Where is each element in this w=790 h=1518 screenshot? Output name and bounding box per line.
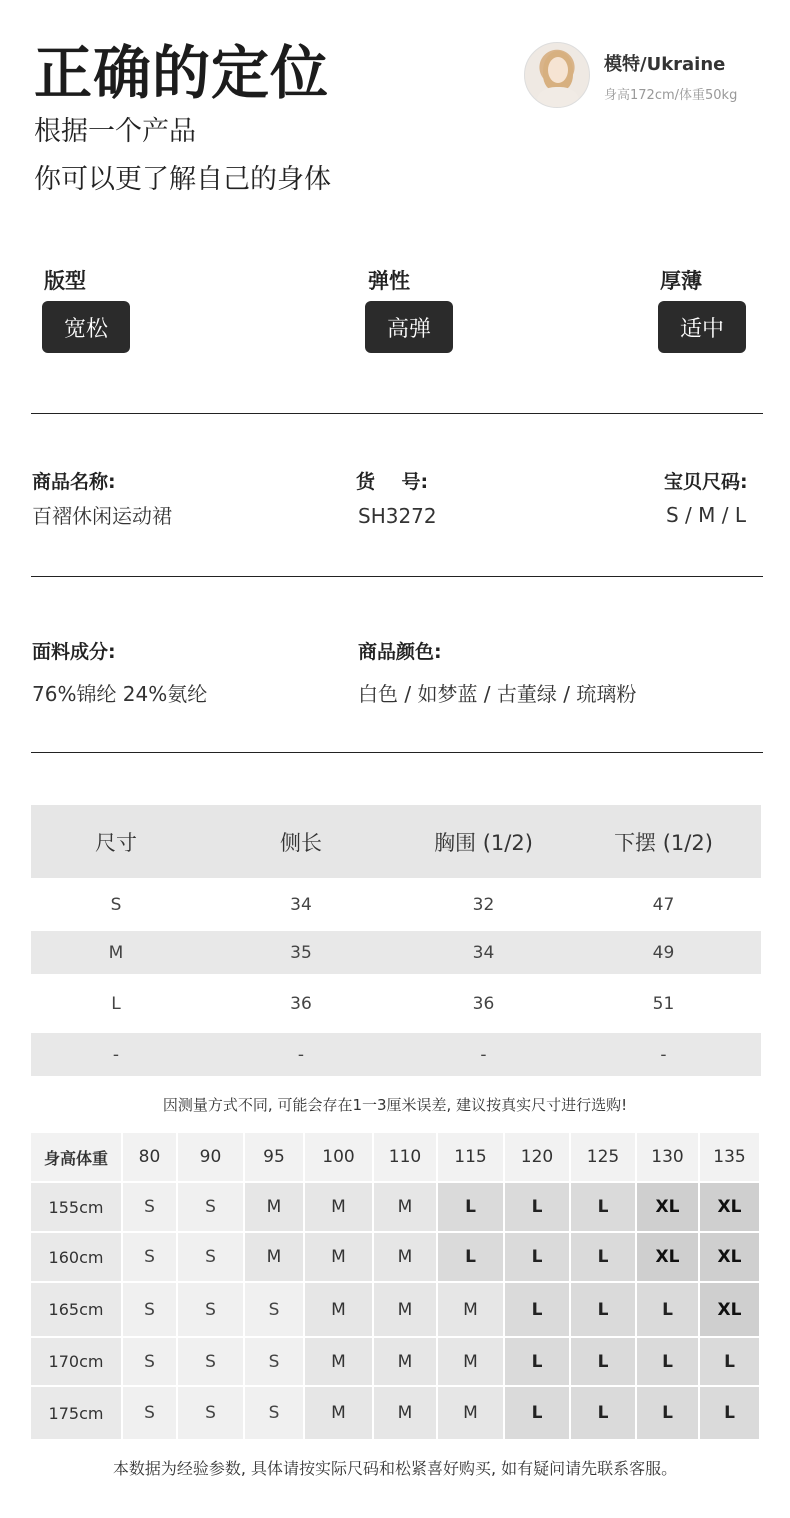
size-cell: 34	[472, 942, 495, 963]
height-label-cell: 175cm	[31, 1387, 123, 1441]
recommended-size-cell: L	[438, 1233, 505, 1283]
weight-header-cell: 125	[571, 1133, 637, 1183]
recommended-size-cell: L	[700, 1387, 761, 1441]
recommended-size-cell: S	[178, 1233, 245, 1283]
table-row	[31, 931, 761, 974]
size-cell: L	[111, 993, 121, 1014]
recommended-size-cell: M	[438, 1283, 505, 1338]
recommended-size-cell: L	[637, 1387, 700, 1441]
size-cell: -	[660, 1044, 667, 1065]
height-label-cell: 160cm	[31, 1233, 123, 1283]
model-name: 模特/Ukraine	[604, 54, 726, 75]
recommended-size-cell: L	[571, 1183, 637, 1233]
recommended-size-cell: M	[305, 1338, 374, 1387]
recommended-size-cell: S	[245, 1283, 305, 1338]
recommended-size-cell: L	[571, 1338, 637, 1387]
size-cell: 35	[290, 942, 312, 963]
recommended-size-cell: S	[123, 1183, 178, 1233]
recommended-size-cell: L	[505, 1283, 571, 1338]
recommended-size-cell: S	[178, 1183, 245, 1233]
divider	[31, 752, 763, 753]
size-cell: 49	[652, 942, 675, 963]
weight-header-cell: 100	[305, 1133, 374, 1183]
size-cell: -	[297, 1044, 305, 1065]
table-row	[31, 1338, 761, 1387]
size-header-cell: 胸围 (1/2)	[434, 830, 533, 855]
recommended-size-cell: L	[637, 1338, 700, 1387]
model-stats: 身高172cm/体重50kg	[604, 88, 738, 103]
recommended-size-cell: M	[374, 1233, 438, 1283]
recommended-size-cell: S	[123, 1387, 178, 1441]
size-cell: 36	[472, 993, 495, 1014]
product-name-label: 商品名称:	[32, 471, 116, 493]
recommended-size-cell: L	[438, 1183, 505, 1233]
size-cell: S	[110, 894, 122, 915]
size-table-header	[31, 805, 761, 878]
color-label: 商品颜色:	[358, 641, 442, 663]
recommended-size-cell: M	[374, 1338, 438, 1387]
recommended-size-cell: S	[123, 1233, 178, 1283]
table-row	[31, 1183, 761, 1233]
recommended-size-cell: M	[374, 1387, 438, 1441]
recommended-size-cell: S	[178, 1283, 245, 1338]
size-recommendation-table	[31, 1133, 761, 1441]
recommended-size-cell: L	[571, 1387, 637, 1441]
weight-header-cell: 95	[245, 1133, 305, 1183]
recommended-size-cell: XL	[700, 1283, 761, 1338]
attr-elastic-badge: 高弹	[365, 301, 453, 353]
fabric-label: 面料成分:	[32, 641, 116, 663]
size-cell: -	[112, 1044, 120, 1065]
page-title: 正确的定位	[34, 39, 330, 107]
table-row	[31, 878, 761, 931]
size-cell: 36	[290, 993, 312, 1014]
size-cell: 51	[652, 993, 675, 1014]
size-table	[31, 805, 761, 1076]
weight-header-cell: 135	[700, 1133, 761, 1183]
recommended-size-cell: M	[374, 1283, 438, 1338]
recommended-size-cell: S	[245, 1338, 305, 1387]
size-cell: 47	[652, 894, 675, 915]
fabric-value: 76%锦纶 24%氨纶	[32, 682, 208, 706]
recommended-size-cell: L	[505, 1387, 571, 1441]
recommended-size-cell: L	[637, 1283, 700, 1338]
height-label-cell: 155cm	[31, 1183, 123, 1233]
height-label-cell: 170cm	[31, 1338, 123, 1387]
recommended-size-cell: XL	[637, 1233, 700, 1283]
recommended-size-cell: S	[123, 1338, 178, 1387]
table-row	[31, 1233, 761, 1283]
table-row	[31, 1133, 761, 1183]
attr-thickness-label: 厚薄	[660, 269, 702, 293]
model-avatar	[524, 42, 590, 108]
size-header-cell: 侧长	[280, 830, 322, 855]
recommended-size-cell: XL	[700, 1183, 761, 1233]
height-label-cell: 165cm	[31, 1283, 123, 1338]
recommended-size-cell: M	[305, 1233, 374, 1283]
subtitle-line-1: 根据一个产品	[34, 116, 196, 147]
weight-header-cell: 90	[178, 1133, 245, 1183]
sku-label: 货 号:	[356, 471, 429, 493]
weight-header-cell: 110	[374, 1133, 438, 1183]
table-row	[31, 974, 761, 1033]
recommended-size-cell: M	[374, 1183, 438, 1233]
product-name-value: 百褶休闲运动裙	[32, 504, 172, 528]
weight-header-cell: 80	[123, 1133, 178, 1183]
recommended-size-cell: S	[178, 1387, 245, 1441]
recommended-size-cell: S	[245, 1387, 305, 1441]
weight-header-cell: 115	[438, 1133, 505, 1183]
weight-header-cell: 120	[505, 1133, 571, 1183]
recommended-size-cell: L	[571, 1283, 637, 1338]
table-row	[31, 1033, 761, 1076]
divider	[31, 413, 763, 414]
size-range-label: 宝贝尺码:	[664, 471, 748, 493]
size-header-cell: 尺寸	[95, 830, 137, 855]
recommended-size-cell: M	[305, 1283, 374, 1338]
table-row	[31, 1387, 761, 1441]
size-cell: M	[108, 942, 124, 963]
recommended-size-cell: M	[245, 1183, 305, 1233]
recommended-size-cell: M	[245, 1233, 305, 1283]
size-cell: 34	[290, 894, 312, 915]
recommended-size-cell: XL	[637, 1183, 700, 1233]
subtitle-line-2: 你可以更了解自己的身体	[34, 164, 331, 195]
divider	[31, 576, 763, 577]
recommended-size-cell: S	[123, 1283, 178, 1338]
recommended-size-cell: L	[505, 1183, 571, 1233]
recommended-size-cell: M	[438, 1338, 505, 1387]
table-corner-header: 身高体重	[31, 1133, 123, 1183]
table-row	[31, 1283, 761, 1338]
recommended-size-cell: L	[505, 1233, 571, 1283]
recommended-size-cell: S	[178, 1338, 245, 1387]
recommended-size-cell: XL	[700, 1233, 761, 1283]
size-range-value: S / M / L	[666, 503, 746, 527]
color-value: 白色 / 如梦蓝 / 古董绿 / 琉璃粉	[358, 682, 637, 706]
size-cell: 32	[472, 894, 495, 915]
recommended-size-cell: L	[571, 1233, 637, 1283]
sku-value: SH3272	[358, 504, 437, 528]
recommended-size-cell: L	[700, 1338, 761, 1387]
attr-thickness-badge: 适中	[658, 301, 746, 353]
weight-header-cell: 130	[637, 1133, 700, 1183]
recommended-size-cell: M	[438, 1387, 505, 1441]
recommended-size-cell: L	[505, 1338, 571, 1387]
footer-note: 本数据为经验参数, 具体请按实际尺码和松紧喜好购买, 如有疑问请先联系客服。	[112, 1459, 678, 1478]
attr-elastic-label: 弹性	[368, 269, 410, 293]
size-cell: -	[480, 1044, 487, 1065]
attr-fit-label: 版型	[44, 269, 86, 293]
recommended-size-cell: M	[305, 1387, 374, 1441]
recommended-size-cell: M	[305, 1183, 374, 1233]
attr-fit-badge: 宽松	[42, 301, 130, 353]
size-header-cell: 下摆 (1/2)	[614, 830, 713, 855]
measurement-note: 因测量方式不同, 可能会存在1一3厘米误差, 建议按真实尺寸进行选购!	[162, 1096, 628, 1114]
